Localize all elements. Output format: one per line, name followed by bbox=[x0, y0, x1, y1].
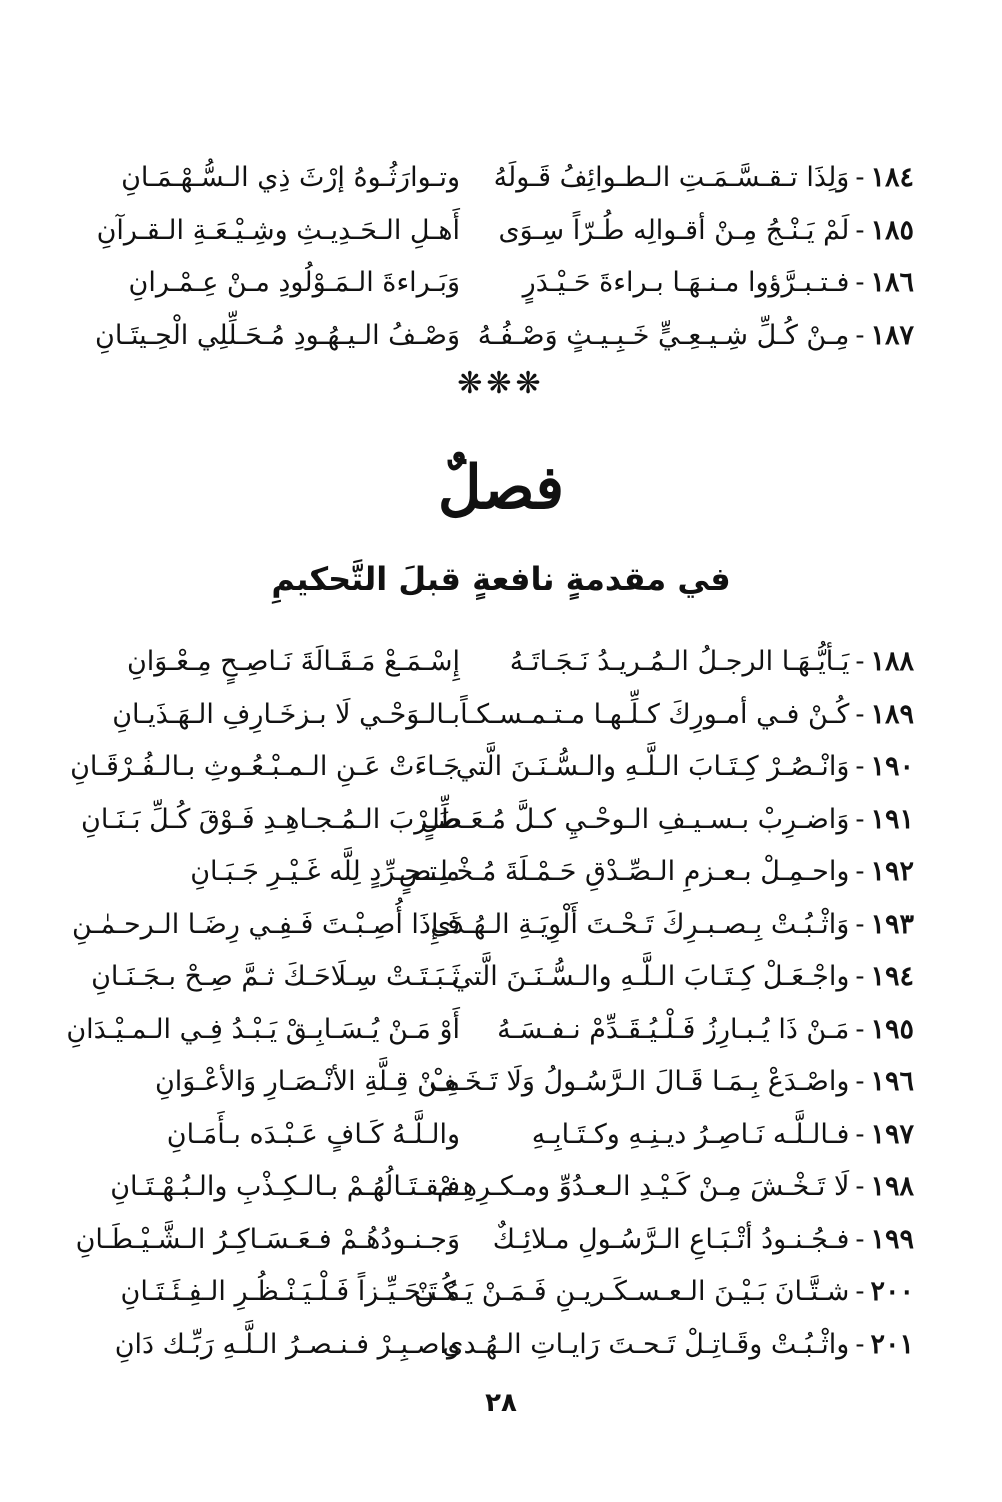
verse-dash: - bbox=[855, 908, 865, 940]
verse-sadr-text: لَمْ يَـنْـجُ مِـنْ أقـوالِه طُـرّاً سِـوَى bbox=[498, 214, 850, 246]
verse-number: ٢٠٠ bbox=[870, 1276, 914, 1307]
verse-dash: - bbox=[855, 1066, 865, 1097]
verse-first-hemistich bbox=[451, 951, 914, 1003]
verse-second-hemistich: بـالـوَحْـي لَا بـزخَـارِفِ الـهَـذَيـانِ bbox=[112, 698, 460, 730]
verse-second-hemistich: وَبَـراءةَ الـمَـوْلُودِ مـنْ عِـمْـرانِ bbox=[128, 267, 460, 298]
verse-first-hemistich bbox=[464, 152, 914, 204]
verse-line bbox=[40, 689, 914, 742]
verse-first-hemistich bbox=[436, 1161, 914, 1213]
verse-first-hemistich bbox=[442, 1319, 914, 1371]
verse-line bbox=[40, 846, 914, 899]
verses-top-block bbox=[40, 152, 914, 362]
verse-sadr-text: واصْـدَعْ بِـمَـا قَـالَ الـرَّسُـولُ وَلَا تَـخَـفْ bbox=[429, 1066, 850, 1097]
verse-second-hemistich: أَوْ مَـنْ يُـسَـابِـقْ يَـبْـدُ فِـي الـمـيْـدَانِ bbox=[66, 1013, 460, 1045]
verse-first-hemistich bbox=[414, 1266, 914, 1318]
verse-dash: - bbox=[855, 1223, 865, 1255]
verse-dash: - bbox=[855, 803, 865, 835]
verse-first-hemistich bbox=[420, 794, 914, 846]
verse-dash: - bbox=[855, 698, 865, 730]
section-title: فصلٌ bbox=[437, 453, 565, 523]
verse-line bbox=[40, 1161, 914, 1214]
verse-dash: - bbox=[855, 214, 865, 246]
verse-dash: - bbox=[855, 751, 865, 782]
verse-sadr-text: واجْـعَـلْ كِـتَـابَ الـلَّـهِ والـسُّـنَـنَ الَّتي bbox=[451, 961, 850, 992]
verse-dash: - bbox=[855, 1328, 865, 1360]
verse-second-hemistich: مُـتَـحَـيِّـزاً فَـلْـيَـنْـظُـرِ الـفِـئَـتَـانِ bbox=[120, 1276, 460, 1307]
verse-line bbox=[40, 257, 914, 310]
verse-first-hemistich bbox=[429, 1056, 914, 1108]
verse-dash: - bbox=[855, 267, 865, 298]
verse-sadr-text: مِـنْ كُـلِّ شِـيـعِـيٍّ خَـبِـيـثٍ وَصْـفُـهُ bbox=[477, 319, 850, 351]
verse-line bbox=[40, 1056, 914, 1109]
verse-second-hemistich: فـقـتَـالُهُـمْ بـالـكِـذْبِ والـبُـهْـتَـانِ bbox=[110, 1171, 460, 1202]
verse-number: ١٩٠ bbox=[870, 751, 914, 782]
verse-first-hemistich bbox=[464, 1004, 914, 1056]
verse-first-hemistich bbox=[464, 310, 914, 362]
verses-bottom-block bbox=[40, 636, 914, 1371]
verse-first-hemistich bbox=[464, 636, 914, 688]
verse-sadr-text: وَلِذَا تـقـسَّـمَـتِ الـطـوائِفُ قَـولَهُ bbox=[493, 162, 850, 193]
verse-second-hemistich: ثَـبَـتَـتْ سِـلَاحَـكَ ثـمَّ صِـحْ بـجَـنَـانِ bbox=[91, 961, 460, 992]
verse-dash: - bbox=[855, 646, 865, 677]
verse-first-hemistich bbox=[464, 257, 914, 309]
verse-line bbox=[40, 1109, 914, 1162]
verse-second-hemistich: إِسْـمَـعْ مَـقَـالَةَ نَـاصِـحٍ مِـعْـوَانِ bbox=[126, 646, 460, 677]
verse-line bbox=[40, 899, 914, 952]
page-number: ٢٨ bbox=[485, 1388, 517, 1418]
verse-dash: - bbox=[855, 856, 865, 887]
verse-number: ١٩٦ bbox=[870, 1066, 914, 1097]
verse-line bbox=[40, 1004, 914, 1057]
verse-dash: - bbox=[855, 1276, 865, 1307]
verse-second-hemistich: وتـوارَثُـوهُ إرْثَ ذِي الـسُّـهْـمَـانِ bbox=[121, 162, 460, 193]
verse-sadr-text: فـجُـنـودُ أتْـبَـاعِ الـرَّسُـولِ مـلائِـكٌ bbox=[492, 1223, 850, 1255]
verse-number: ١٨٧ bbox=[870, 319, 914, 351]
verse-first-hemistich bbox=[455, 741, 914, 793]
verse-first-hemistich bbox=[430, 899, 914, 951]
verse-number: ١٨٩ bbox=[870, 698, 914, 730]
verse-dash: - bbox=[855, 1171, 865, 1202]
verse-number: ١٩٣ bbox=[870, 908, 914, 940]
verse-sadr-text: فـالـلَّـه نَـاصِـرُ ديـنِـهِ وكـتَـابِـهِ bbox=[531, 1118, 850, 1150]
verse-sadr-text: واثْـبُـتْ وقَـاتِـلْ تَـحـتَ رَايـاتِ الـهُـدى bbox=[442, 1328, 850, 1360]
verse-sadr-text: لَا تَـخْـشَ مِـنْ كَـيْـدِ الـعـدُوِّ ومـكـرِهِـمْ bbox=[436, 1171, 850, 1202]
verse-second-hemistich: وَصْـفُ الـيـهُـودِ مُـحَـلِّلِي الْحِـيتَـانِ bbox=[94, 319, 460, 351]
verse-dash: - bbox=[855, 1118, 865, 1150]
verse-second-hemistich: والـلَّـهُ كَـافٍ عَـبْـدَه بـأَمَـانِ bbox=[166, 1118, 460, 1150]
verse-sadr-text: وَاضـرِبْ بـسـيـفِ الـوحْـيِ كـلَّ مُـعَـطِّلٍ bbox=[420, 803, 850, 835]
verse-line bbox=[40, 1214, 914, 1267]
verse-sadr-text: وَاثْـبُـتْ بِـصـبـرِكَ تَـحْـتَ أَلْوِيَـةِ الـهُـدَى bbox=[430, 908, 850, 940]
verse-number: ١٨٤ bbox=[870, 162, 914, 193]
verse-number: ١٩٨ bbox=[870, 1171, 914, 1202]
verse-first-hemistich bbox=[464, 205, 914, 257]
verse-number: ١٨٥ bbox=[870, 214, 914, 246]
verse-dash: - bbox=[855, 961, 865, 992]
verse-number: ١٨٨ bbox=[870, 646, 914, 677]
verse-line bbox=[40, 152, 914, 205]
verse-second-hemistich: فَـإِذَا أُصِـبْـتَ فَـفِـي رِضَـا الـرحـمٰـنِ bbox=[71, 908, 460, 940]
verse-line bbox=[40, 1319, 914, 1372]
section-subtitle: في مقدمةٍ نافعةٍ قبلَ التَّحكيمِ bbox=[271, 560, 731, 598]
verse-second-hemistich: وَجـنـودُهُـمْ فـعَـسَـاكِـرُ الـشَّـيْـطَـانِ bbox=[75, 1223, 460, 1255]
verse-first-hemistich bbox=[464, 1214, 914, 1266]
verse-dash: - bbox=[855, 319, 865, 351]
verse-second-hemistich: واصـبِـرْ فـنـصـرُ الـلَّـهِ رَبِّـك دَانِ bbox=[114, 1328, 460, 1360]
verse-number: ١٩٢ bbox=[870, 856, 914, 887]
verse-sadr-text: وَانْـصُـرْ كِـتَـابَ الـلَّـهِ والـسُّـنَـنَ الَّتي bbox=[455, 751, 850, 782]
verse-second-hemistich: ضَـرْبَ الـمُـجـاهِـدِ فَـوْقَ كُـلِّ بَـنَـانِ bbox=[81, 803, 460, 835]
verse-sadr-text: فـتـبـرَّؤوا مـنـهَـا بـراءةَ حَـيْـدَرٍ bbox=[522, 267, 850, 298]
verse-second-hemistich: أَهـلِ الـحَـدِيـثِ وشِـيْـعَـةِ الـقـرآنِ bbox=[96, 214, 460, 246]
verse-sadr-text: شـتَّـانَ بَـيْـنَ الـعـسـكَـريـنِ فَـمَـنْ يَـكُـنْ bbox=[414, 1276, 850, 1307]
verse-sadr-text: واحـمِـلْ بـعـزمِ الـصِّـدْقِ حَـمْـلَةَ مُـخْـلِـصٍ bbox=[398, 856, 850, 887]
verse-line bbox=[40, 205, 914, 258]
verse-second-hemistich: جَـاءَتْ عَـنِ الـمـبْـعُـوثِ بـالـفُـرْقَـانِ bbox=[70, 751, 460, 782]
verse-sadr-text: يَـأيُّـهَـا الرجـلُ الـمُـريـدُ نَـجَـاتَـهُ bbox=[509, 646, 850, 677]
verse-sadr-text: مَـنْ ذَا يُـبـارِزُ فَـلْـيُـقَـدِّمْ نـفـسَـهُ bbox=[497, 1013, 850, 1045]
verse-number: ١٩١ bbox=[870, 803, 914, 835]
verse-dash: - bbox=[855, 1013, 865, 1045]
verse-second-hemistich: مِـنْ قِـلَّةِ الأنْـصَـارِ وَالأعْـوَانِ bbox=[154, 1066, 460, 1097]
verse-line bbox=[40, 636, 914, 689]
verse-line bbox=[40, 310, 914, 363]
verse-sadr-text: كُـنْ فـي أمـورِكَ كـلِّـهـا مـتـمـسـكـاً bbox=[460, 698, 850, 730]
verse-second-hemistich: مـتـجـرِّدٍ لِلَّه غَـيْـرِ جَـبَـانِ bbox=[190, 856, 460, 887]
verse-number: ١٩٧ bbox=[870, 1118, 914, 1150]
verse-first-hemistich bbox=[460, 689, 914, 741]
verse-line bbox=[40, 741, 914, 794]
verse-number: ١٩٩ bbox=[870, 1223, 914, 1255]
verse-first-hemistich bbox=[464, 1109, 914, 1161]
verse-number: ١٩٥ bbox=[870, 1013, 914, 1045]
verse-number: ١٨٦ bbox=[870, 267, 914, 298]
verse-line bbox=[40, 951, 914, 1004]
verse-number: ١٩٤ bbox=[870, 961, 914, 992]
verse-number: ٢٠١ bbox=[870, 1328, 914, 1360]
verse-line bbox=[40, 1266, 914, 1319]
section-separator: ❋❋❋ bbox=[457, 366, 545, 401]
verse-line bbox=[40, 794, 914, 847]
verse-first-hemistich bbox=[398, 846, 914, 898]
verse-dash: - bbox=[855, 162, 865, 193]
